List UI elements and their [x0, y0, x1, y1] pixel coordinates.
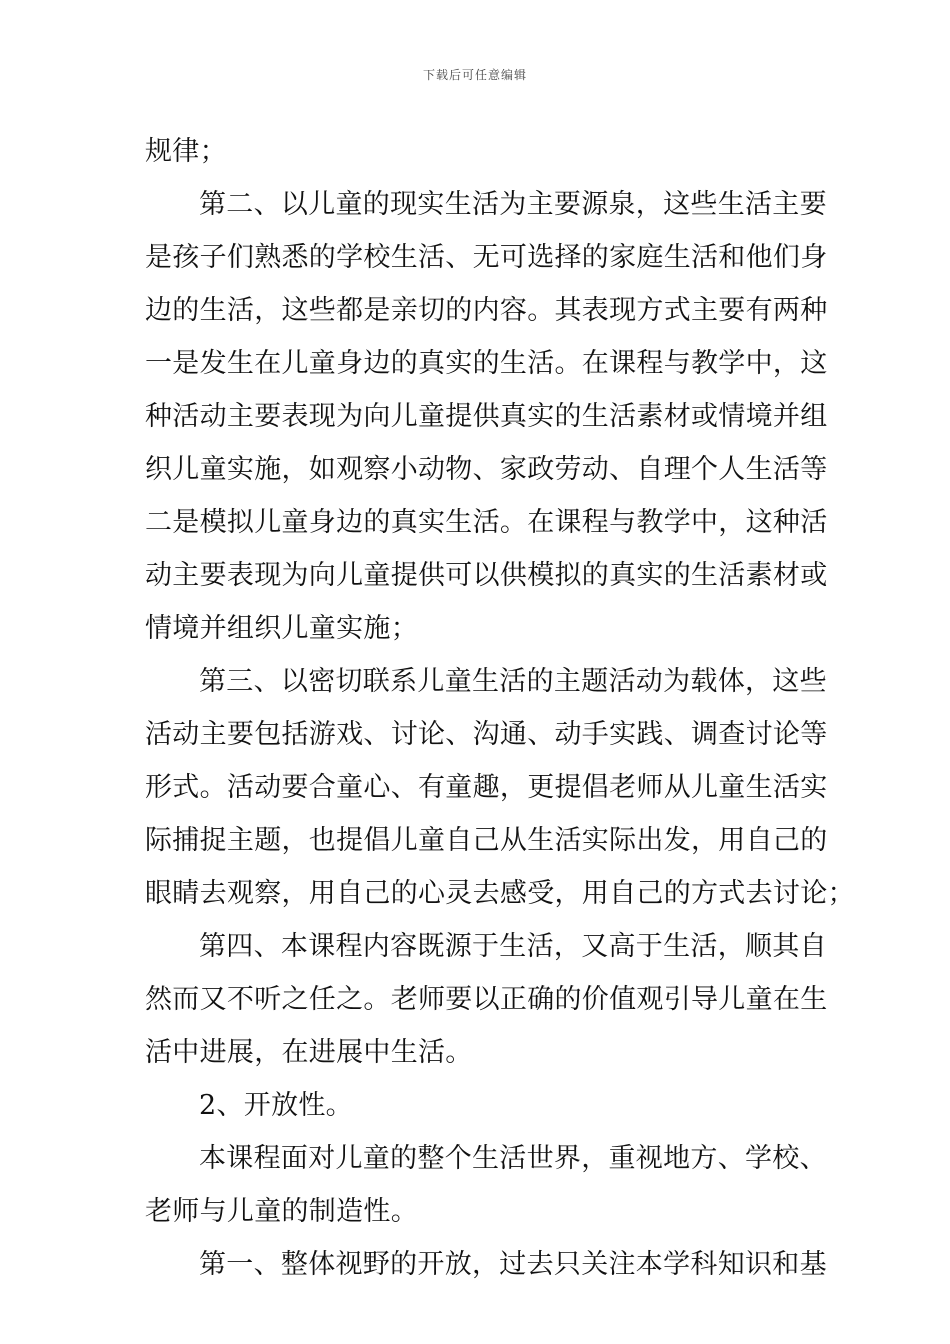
text-line: 种活动主要表现为向儿童提供真实的生活素材或情境并组 [145, 401, 828, 432]
document-body [145, 125, 855, 1291]
text-line: 第一、整体视野的开放，过去只关注本学科知识和基 [199, 1249, 827, 1280]
text-line: 际捕捉主题，也提倡儿童自己从生活实际出发，用自己的 [145, 825, 828, 856]
text-line: 二是模拟儿童身边的真实生活。在课程与教学中，这种活 [145, 507, 828, 538]
text-line: 第二、以儿童的现实生活为主要源泉，这些生活主要 [199, 189, 827, 220]
text-line: 然而又不听之任之。老师要以正确的价值观引导儿童在生 [145, 984, 828, 1015]
text-line: 织儿童实施，如观察小动物、家政劳动、自理个人生活等 [145, 454, 828, 485]
text-line: 动主要表现为向儿童提供可以供模拟的真实的生活素材或 [145, 560, 828, 591]
text-line: 第三、以密切联系儿童生活的主题活动为载体，这些 [199, 666, 827, 697]
text-line: 规律； [145, 136, 227, 167]
text-line: 眼睛去观察，用自己的心灵去感受，用自己的方式去讨论； [145, 878, 855, 909]
text-line: 活动主要包括游戏、讨论、沟通、动手实践、调查讨论等 [145, 719, 828, 750]
page-header: 下载后可任意编辑 [422, 68, 527, 82]
text-line: 2、开放性。 [199, 1090, 353, 1121]
text-line: 一是发生在儿童身边的真实的生活。在课程与教学中，这 [145, 348, 828, 379]
text-line: 是孩子们熟悉的学校生活、无可选择的家庭生活和他们身 [145, 242, 828, 273]
text-line: 边的生活，这些都是亲切的内容。其表现方式主要有两种 [145, 295, 828, 326]
text-line: 活中进展，在进展中生活。 [145, 1037, 473, 1068]
text-line: 第四、本课程内容既源于生活，又高于生活，顺其自 [199, 931, 827, 962]
text-line: 本课程面对儿童的整个生活世界，重视地方、学校、 [199, 1143, 827, 1174]
text-line: 老师与儿童的制造性。 [145, 1196, 418, 1227]
text-line: 形式。活动要合童心、有童趣，更提倡老师从儿童生活实 [145, 772, 828, 803]
text-line: 情境并组织儿童实施； [145, 613, 418, 644]
